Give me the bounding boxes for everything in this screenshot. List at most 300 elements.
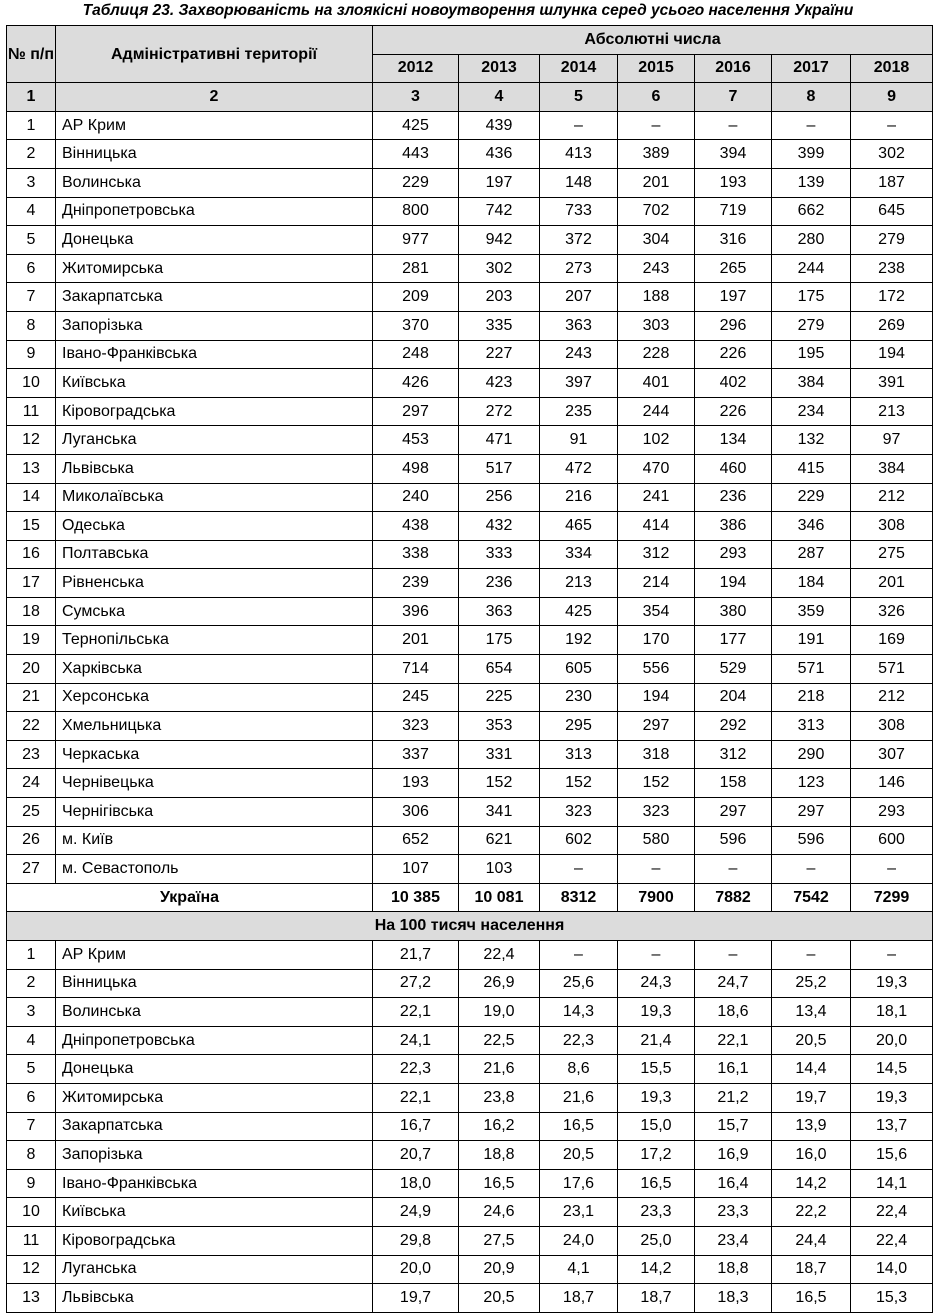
table-row <box>7 1055 933 1084</box>
value-cell: 240 <box>373 483 459 512</box>
value-cell: 209 <box>373 283 459 312</box>
value-cell: 226 <box>695 397 772 426</box>
row-number: 7 <box>7 1112 56 1141</box>
territory-name: Запорізька <box>56 311 373 340</box>
territory-name: Закарпатська <box>56 1112 373 1141</box>
value-cell: 22,5 <box>459 1026 540 1055</box>
territory-name: Волинська <box>56 998 373 1027</box>
value-cell: 15,3 <box>851 1284 933 1313</box>
value-cell: 426 <box>373 369 459 398</box>
value-cell: 281 <box>373 254 459 283</box>
value-cell: 596 <box>695 826 772 855</box>
value-cell: 22,2 <box>772 1198 851 1227</box>
total-value: 7900 <box>618 883 695 912</box>
value-cell: 29,8 <box>373 1226 459 1255</box>
value-cell: 438 <box>373 512 459 541</box>
value-cell: 341 <box>459 798 540 827</box>
value-cell: 201 <box>373 626 459 655</box>
value-cell: 21,4 <box>618 1026 695 1055</box>
value-cell: 307 <box>851 740 933 769</box>
table-row <box>7 740 933 769</box>
value-cell: 184 <box>772 569 851 598</box>
value-cell: – <box>772 855 851 884</box>
territory-name: АР Крим <box>56 941 373 970</box>
row-number: 24 <box>7 769 56 798</box>
value-cell: 265 <box>695 254 772 283</box>
value-cell: 359 <box>772 597 851 626</box>
row-number: 23 <box>7 740 56 769</box>
value-cell: 571 <box>851 655 933 684</box>
value-cell: 24,6 <box>459 1198 540 1227</box>
value-cell: 97 <box>851 426 933 455</box>
value-cell: 24,3 <box>618 969 695 998</box>
row-number: 21 <box>7 683 56 712</box>
table-row <box>7 1284 933 1313</box>
value-cell: – <box>851 111 933 140</box>
row-number: 5 <box>7 226 56 255</box>
row-number: 6 <box>7 1083 56 1112</box>
value-cell: 191 <box>772 626 851 655</box>
territory-name: Запорізька <box>56 1141 373 1170</box>
value-cell: 197 <box>695 283 772 312</box>
table-row <box>7 969 933 998</box>
value-cell: 20,0 <box>851 1026 933 1055</box>
table-row <box>7 254 933 283</box>
value-cell: 172 <box>851 283 933 312</box>
value-cell: 273 <box>540 254 618 283</box>
value-cell: 102 <box>618 426 695 455</box>
value-cell: 605 <box>540 655 618 684</box>
value-cell: 571 <box>772 655 851 684</box>
value-cell: 600 <box>851 826 933 855</box>
table-row <box>7 197 933 226</box>
value-cell: 20,5 <box>772 1026 851 1055</box>
territory-name: Дніпропетровська <box>56 1026 373 1055</box>
territory-name: Миколаївська <box>56 483 373 512</box>
territory-name: Хмельницька <box>56 712 373 741</box>
territory-name: м. Київ <box>56 826 373 855</box>
value-cell: 386 <box>695 512 772 541</box>
value-cell: 4,1 <box>540 1255 618 1284</box>
value-cell: 942 <box>459 226 540 255</box>
total-value: 8312 <box>540 883 618 912</box>
territory-name: Черкаська <box>56 740 373 769</box>
value-cell: 248 <box>373 340 459 369</box>
value-cell: 308 <box>851 512 933 541</box>
value-cell: 169 <box>851 626 933 655</box>
value-cell: 353 <box>459 712 540 741</box>
row-number: 3 <box>7 168 56 197</box>
value-cell: – <box>540 111 618 140</box>
value-cell: 399 <box>772 140 851 169</box>
table-caption: Таблиця 23. Захворюваність на злоякісні новоутворення шлунка серед усього населення України <box>82 2 854 19</box>
row-number: 2 <box>7 140 56 169</box>
value-cell: 662 <box>772 197 851 226</box>
row-number: 8 <box>7 1141 56 1170</box>
value-cell: 338 <box>373 540 459 569</box>
header-year: 2015 <box>618 54 695 83</box>
value-cell: 460 <box>695 454 772 483</box>
value-cell: 280 <box>772 226 851 255</box>
value-cell: 25,0 <box>618 1226 695 1255</box>
value-cell: 18,8 <box>695 1255 772 1284</box>
value-cell: 363 <box>459 597 540 626</box>
table-row <box>7 998 933 1027</box>
value-cell: 453 <box>373 426 459 455</box>
header-column-number: 6 <box>618 83 695 112</box>
value-cell: 297 <box>373 397 459 426</box>
value-cell: 279 <box>772 311 851 340</box>
table-row <box>7 1112 933 1141</box>
row-number: 12 <box>7 426 56 455</box>
header-territory: Адміністративні території <box>56 26 373 83</box>
header-column-number: 3 <box>373 83 459 112</box>
table-row <box>7 683 933 712</box>
value-cell: 354 <box>618 597 695 626</box>
row-number: 15 <box>7 512 56 541</box>
value-cell: 306 <box>373 798 459 827</box>
header-column-number: 1 <box>7 83 56 112</box>
territory-name: Львівська <box>56 1284 373 1313</box>
value-cell: 498 <box>373 454 459 483</box>
table-row <box>7 569 933 598</box>
value-cell: 213 <box>851 397 933 426</box>
value-cell: 193 <box>695 168 772 197</box>
territory-name: Івано-Франківська <box>56 340 373 369</box>
value-cell: 645 <box>851 197 933 226</box>
value-cell: – <box>618 941 695 970</box>
value-cell: 123 <box>772 769 851 798</box>
value-cell: 303 <box>618 311 695 340</box>
value-cell: 331 <box>459 740 540 769</box>
value-cell: 14,2 <box>772 1169 851 1198</box>
row-number: 9 <box>7 1169 56 1198</box>
value-cell: 14,0 <box>851 1255 933 1284</box>
value-cell: 15,0 <box>618 1112 695 1141</box>
value-cell: 423 <box>459 369 540 398</box>
value-cell: 443 <box>373 140 459 169</box>
table-row <box>7 369 933 398</box>
row-number: 13 <box>7 1284 56 1313</box>
value-cell: 18,6 <box>695 998 772 1027</box>
table-row <box>7 855 933 884</box>
territory-name: м. Севастополь <box>56 855 373 884</box>
header-column-number: 9 <box>851 83 933 112</box>
value-cell: 380 <box>695 597 772 626</box>
value-cell: 239 <box>373 569 459 598</box>
value-cell: 24,7 <box>695 969 772 998</box>
value-cell: 15,6 <box>851 1141 933 1170</box>
value-cell: 401 <box>618 369 695 398</box>
value-cell: 212 <box>851 483 933 512</box>
value-cell: 244 <box>772 254 851 283</box>
value-cell: 304 <box>618 226 695 255</box>
value-cell: 195 <box>772 340 851 369</box>
row-number: 13 <box>7 454 56 483</box>
value-cell: 529 <box>695 655 772 684</box>
value-cell: 204 <box>695 683 772 712</box>
value-cell: 22,3 <box>540 1026 618 1055</box>
table-row <box>7 512 933 541</box>
value-cell: 24,0 <box>540 1226 618 1255</box>
value-cell: 333 <box>459 540 540 569</box>
table-row <box>7 798 933 827</box>
table-row <box>7 397 933 426</box>
total-label: Україна <box>7 883 373 912</box>
row-number: 12 <box>7 1255 56 1284</box>
value-cell: 201 <box>851 569 933 598</box>
table-row <box>7 1198 933 1227</box>
value-cell: 197 <box>459 168 540 197</box>
total-value: 7299 <box>851 883 933 912</box>
table-row <box>7 826 933 855</box>
value-cell: 269 <box>851 311 933 340</box>
value-cell: 323 <box>618 798 695 827</box>
value-cell: 241 <box>618 483 695 512</box>
value-cell: 302 <box>459 254 540 283</box>
value-cell: 14,4 <box>772 1055 851 1084</box>
value-cell: 337 <box>373 740 459 769</box>
value-cell: 13,9 <box>772 1112 851 1141</box>
value-cell: 16,4 <box>695 1169 772 1198</box>
value-cell: 20,5 <box>459 1284 540 1313</box>
value-cell: 439 <box>459 111 540 140</box>
value-cell: 152 <box>540 769 618 798</box>
value-cell: 21,6 <box>459 1055 540 1084</box>
table-row <box>7 111 933 140</box>
table-row <box>7 454 933 483</box>
value-cell: 21,7 <box>373 941 459 970</box>
value-cell: 23,8 <box>459 1083 540 1112</box>
header-year: 2016 <box>695 54 772 83</box>
value-cell: 152 <box>459 769 540 798</box>
territory-name: Чернівецька <box>56 769 373 798</box>
header-absolute: Абсолютні числа <box>373 26 933 55</box>
header-row-top <box>7 26 933 55</box>
value-cell: 16,5 <box>618 1169 695 1198</box>
value-cell: 20,5 <box>540 1141 618 1170</box>
value-cell: 16,5 <box>459 1169 540 1198</box>
value-cell: 17,6 <box>540 1169 618 1198</box>
value-cell: 702 <box>618 197 695 226</box>
row-number: 17 <box>7 569 56 598</box>
value-cell: – <box>695 111 772 140</box>
table-row <box>7 1026 933 1055</box>
value-cell: 425 <box>540 597 618 626</box>
value-cell: 334 <box>540 540 618 569</box>
value-cell: 472 <box>540 454 618 483</box>
value-cell: 316 <box>695 226 772 255</box>
table-row <box>7 226 933 255</box>
table-row <box>7 1141 933 1170</box>
value-cell: 20,0 <box>373 1255 459 1284</box>
value-cell: 192 <box>540 626 618 655</box>
territory-name: Львівська <box>56 454 373 483</box>
value-cell: 389 <box>618 140 695 169</box>
value-cell: 17,2 <box>618 1141 695 1170</box>
value-cell: – <box>618 111 695 140</box>
value-cell: – <box>540 941 618 970</box>
row-number: 18 <box>7 597 56 626</box>
value-cell: 238 <box>851 254 933 283</box>
territory-name: Луганська <box>56 1255 373 1284</box>
value-cell: 146 <box>851 769 933 798</box>
incidence-table <box>6 25 933 1313</box>
value-cell: 517 <box>459 454 540 483</box>
value-cell: 22,1 <box>373 1083 459 1112</box>
value-cell: 234 <box>772 397 851 426</box>
value-cell: 243 <box>540 340 618 369</box>
table-row <box>7 712 933 741</box>
total-value: 7542 <box>772 883 851 912</box>
value-cell: 287 <box>772 540 851 569</box>
territory-name: Івано-Франківська <box>56 1169 373 1198</box>
territory-name: Полтавська <box>56 540 373 569</box>
value-cell: 21,2 <box>695 1083 772 1112</box>
value-cell: 18,1 <box>851 998 933 1027</box>
value-cell: 18,8 <box>459 1141 540 1170</box>
value-cell: 297 <box>772 798 851 827</box>
value-cell: 596 <box>772 826 851 855</box>
value-cell: 22,3 <box>373 1055 459 1084</box>
value-cell: 295 <box>540 712 618 741</box>
value-cell: 313 <box>772 712 851 741</box>
table-row <box>7 483 933 512</box>
value-cell: 243 <box>618 254 695 283</box>
value-cell: – <box>851 941 933 970</box>
table-row <box>7 626 933 655</box>
value-cell: 22,1 <box>373 998 459 1027</box>
value-cell: 188 <box>618 283 695 312</box>
header-num: № п/п <box>7 26 56 83</box>
value-cell: 18,7 <box>540 1284 618 1313</box>
value-cell: 414 <box>618 512 695 541</box>
territory-name: Кіровоградська <box>56 1226 373 1255</box>
table-row <box>7 283 933 312</box>
row-number: 11 <box>7 1226 56 1255</box>
territory-name: Тернопільська <box>56 626 373 655</box>
territory-name: Київська <box>56 369 373 398</box>
value-cell: 22,4 <box>851 1226 933 1255</box>
value-cell: 14,2 <box>618 1255 695 1284</box>
value-cell: 16,2 <box>459 1112 540 1141</box>
value-cell: 134 <box>695 426 772 455</box>
row-number: 11 <box>7 397 56 426</box>
value-cell: 16,9 <box>695 1141 772 1170</box>
value-cell: 290 <box>772 740 851 769</box>
value-cell: 471 <box>459 426 540 455</box>
value-cell: 256 <box>459 483 540 512</box>
value-cell: 621 <box>459 826 540 855</box>
row-number: 4 <box>7 1026 56 1055</box>
value-cell: 235 <box>540 397 618 426</box>
territory-name: Вінницька <box>56 140 373 169</box>
value-cell: 652 <box>373 826 459 855</box>
section-title: На 100 тисяч населення <box>7 912 933 941</box>
row-number: 20 <box>7 655 56 684</box>
value-cell: 346 <box>772 512 851 541</box>
value-cell: 335 <box>459 311 540 340</box>
value-cell: 13,7 <box>851 1112 933 1141</box>
value-cell: 14,5 <box>851 1055 933 1084</box>
territory-name: Рівненська <box>56 569 373 598</box>
value-cell: – <box>851 855 933 884</box>
value-cell: 413 <box>540 140 618 169</box>
header-year: 2014 <box>540 54 618 83</box>
value-cell: 107 <box>373 855 459 884</box>
header-year: 2017 <box>772 54 851 83</box>
value-cell: 16,1 <box>695 1055 772 1084</box>
value-cell: 228 <box>618 340 695 369</box>
value-cell: 24,9 <box>373 1198 459 1227</box>
value-cell: 302 <box>851 140 933 169</box>
table-row <box>7 1226 933 1255</box>
value-cell: 23,4 <box>695 1226 772 1255</box>
value-cell: 13,4 <box>772 998 851 1027</box>
row-number: 8 <box>7 311 56 340</box>
value-cell: 229 <box>772 483 851 512</box>
value-cell: 16,0 <box>772 1141 851 1170</box>
row-number: 10 <box>7 369 56 398</box>
value-cell: 245 <box>373 683 459 712</box>
value-cell: 800 <box>373 197 459 226</box>
value-cell: 556 <box>618 655 695 684</box>
value-cell: 22,4 <box>851 1198 933 1227</box>
value-cell: 23,3 <box>695 1198 772 1227</box>
value-cell: 742 <box>459 197 540 226</box>
territory-name: Закарпатська <box>56 283 373 312</box>
total-value: 7882 <box>695 883 772 912</box>
table-row <box>7 540 933 569</box>
table-row <box>7 1169 933 1198</box>
value-cell: 16,5 <box>772 1284 851 1313</box>
value-cell: 19,7 <box>373 1284 459 1313</box>
table-row <box>7 941 933 970</box>
value-cell: 24,1 <box>373 1026 459 1055</box>
row-number: 7 <box>7 283 56 312</box>
value-cell: 139 <box>772 168 851 197</box>
row-number: 14 <box>7 483 56 512</box>
value-cell: 19,7 <box>772 1083 851 1112</box>
value-cell: 719 <box>695 197 772 226</box>
value-cell: 18,7 <box>618 1284 695 1313</box>
territory-name: АР Крим <box>56 111 373 140</box>
total-value: 10 081 <box>459 883 540 912</box>
value-cell: 24,4 <box>772 1226 851 1255</box>
value-cell: 313 <box>540 740 618 769</box>
value-cell: 19,0 <box>459 998 540 1027</box>
value-cell: 18,7 <box>772 1255 851 1284</box>
header-year: 2018 <box>851 54 933 83</box>
table-row <box>7 426 933 455</box>
value-cell: 16,5 <box>540 1112 618 1141</box>
value-cell: 363 <box>540 311 618 340</box>
value-cell: 214 <box>618 569 695 598</box>
value-cell: 187 <box>851 168 933 197</box>
value-cell: 733 <box>540 197 618 226</box>
value-cell: 391 <box>851 369 933 398</box>
value-cell: 21,6 <box>540 1083 618 1112</box>
value-cell: 415 <box>772 454 851 483</box>
row-number: 26 <box>7 826 56 855</box>
territory-name: Дніпропетровська <box>56 197 373 226</box>
table-row <box>7 1255 933 1284</box>
table-row <box>7 1083 933 1112</box>
value-cell: 293 <box>851 798 933 827</box>
value-cell: 312 <box>618 540 695 569</box>
value-cell: 384 <box>851 454 933 483</box>
value-cell: 275 <box>851 540 933 569</box>
